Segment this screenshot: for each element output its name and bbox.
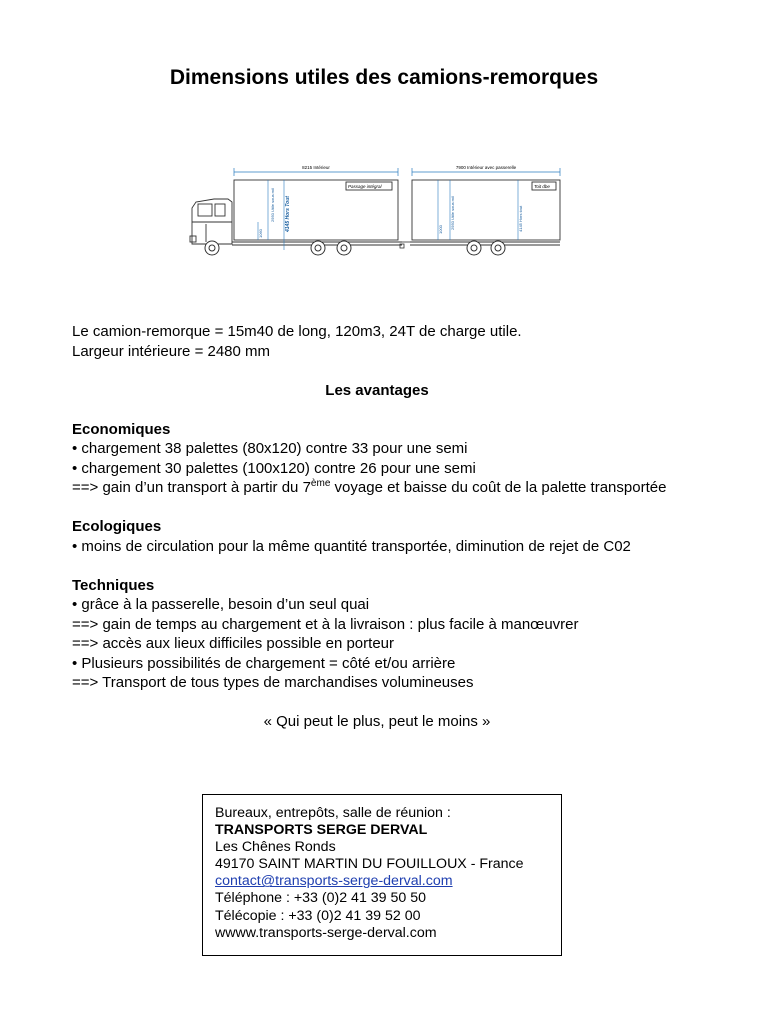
contact-company: TRANSPORTS SERGE DERVAL [215, 822, 428, 839]
label-trailer-hors: 4145 Hors tout [518, 205, 523, 232]
techniques-line-2: ==> gain de temps au chargement et à la livraison : plus facile à manœuvrer [72, 615, 579, 633]
contact-email-line [215, 873, 561, 890]
techniques-line-4: • Plusieurs possibilités de chargement = côté et/ou arrière [72, 654, 456, 672]
label-trailer-haut: 1000 [438, 225, 443, 234]
truck-trailer-diagram [188, 162, 563, 262]
truck-cab [190, 199, 232, 244]
intro-line-1: Le camion-remorque = 15m40 de long, 120m3, 24T de charge utile. [72, 323, 522, 340]
contact-email-link[interactable]: contact@transports-serge-derval.com [215, 873, 453, 890]
document-body [72, 322, 682, 732]
economiques-bullet-2: • chargement 30 palettes (100x120) contre 26 pour une semi [72, 459, 476, 477]
trailer-box [410, 180, 560, 245]
ecologiques-bullet-1: • moins de circulation pour la même quantité transportée, diminution de rejet de C02 [72, 537, 631, 555]
techniques-line-3: ==> accès aux lieux difficiles possible en porteur [72, 635, 394, 652]
label-passage-integral: Passage intégral [348, 184, 382, 189]
techniques-line-1: • grâce à la passerelle, besoin d’un seul quai [72, 596, 370, 613]
label-utile: 2950 Utile sous mil [270, 188, 275, 222]
economiques-heading: Economiques [72, 420, 171, 438]
label-hors-tout: 4145 Hors Tout [285, 196, 291, 232]
closing-quote: « Qui peut le plus, peut le moins » [263, 713, 491, 730]
label-toit: Toit dbe [534, 184, 550, 189]
ecologiques-heading: Ecologiques [72, 518, 162, 535]
page-title: Dimensions utiles des camions-remorques [169, 66, 599, 89]
economiques-bullet-1: • chargement 38 palettes (80x120) contre 33 pour une semi [72, 440, 468, 457]
techniques-line-5: ==> Transport de tous types de marchandises volumineuses [72, 674, 474, 691]
truck-wheels [205, 241, 351, 255]
contact-website: wwww.transports-serge-derval.com [215, 924, 437, 941]
economiques-gain [72, 478, 682, 498]
trailer-wheels [467, 241, 505, 255]
contact-address-1: Les Chênes Ronds [215, 839, 336, 856]
contact-box [202, 794, 562, 956]
label-trailer-utile: 2950 Utile sous mil [450, 196, 455, 230]
gain-text-end: voyage et baisse du coût de la palette transportée [330, 479, 667, 496]
label-hauteur: 1060 [258, 229, 263, 238]
dim-label-trailer: 7900 Intérieur avec passerelle [455, 165, 517, 170]
coupling [398, 242, 412, 248]
contact-phone: Téléphone : +33 (0)2 41 39 50 50 [215, 890, 427, 907]
gain-text-start: ==> gain d’un transport à partir du 7 [72, 479, 311, 496]
contact-address-2: 49170 SAINT MARTIN DU FOUILLOUX - France [215, 856, 524, 873]
contact-intro: Bureaux, entrepôts, salle de réunion : [215, 805, 451, 821]
avantages-heading: Les avantages [325, 381, 429, 399]
techniques-heading: Techniques [72, 576, 155, 594]
dim-label-truck: 8215 Intérieur [302, 165, 330, 170]
gain-superscript: ème [310, 478, 331, 489]
intro-line-2: Largeur intérieure = 2480 mm [72, 342, 271, 360]
contact-fax: Télécopie : +33 (0)2 41 39 52 00 [215, 907, 421, 924]
